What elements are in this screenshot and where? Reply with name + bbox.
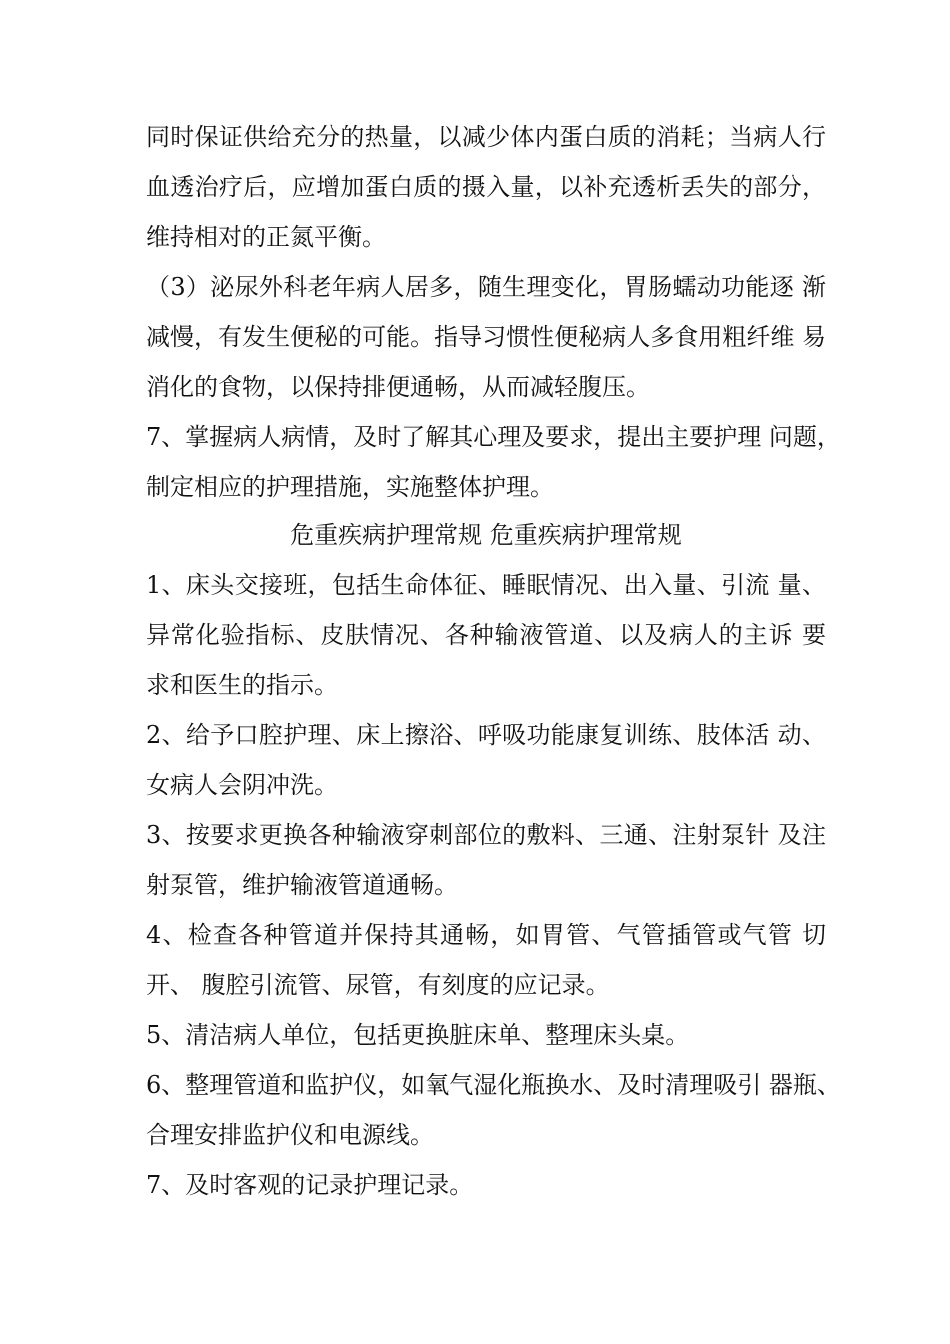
text-line: 合理安排监护仪和电源线。: [146, 1121, 434, 1149]
text-line: 求和医生的指示。: [146, 671, 338, 699]
text-line: 4、检查各种管道并保持其通畅，如胃管、气管插管或气管 切: [146, 921, 826, 949]
text-line: 女病人会阴冲洗。: [146, 771, 338, 799]
text-line: 5、清洁病人单位，包括更换脏床单、整理床头桌。: [146, 1021, 690, 1049]
text-line: 7、及时客观的记录护理记录。: [146, 1171, 474, 1199]
text-line: 7、掌握病人病情，及时了解其心理及要求，提出主要护理 问题，: [146, 423, 841, 451]
section-title: 危重疾病护理常规 危重疾病护理常规: [290, 521, 682, 549]
text-line: 同时保证供给充分的热量，以减少体内蛋白质的消耗；当病人行: [146, 123, 826, 151]
text-line: 6、整理管道和监护仪，如氧气湿化瓶换水、及时清理吸引 器瓶、: [146, 1071, 841, 1099]
text-line: 减慢，有发生便秘的可能。指导习惯性便秘病人多食用粗纤维 易: [146, 323, 826, 351]
text-line: 维持相对的正氮平衡。: [146, 223, 386, 251]
text-line: 射泵管，维护输液管道通畅。: [146, 871, 458, 899]
text-line: （3）泌尿外科老年病人居多，随生理变化，胃肠蠕动功能逐 渐: [146, 273, 826, 301]
text-line: 血透治疗后，应增加蛋白质的摄入量，以补充透析丢失的部分，: [146, 173, 826, 201]
text-line: 3、按要求更换各种输液穿刺部位的敷料、三通、注射泵针 及注: [146, 821, 826, 849]
text-line: 消化的食物，以保持排便通畅，从而减轻腹压。: [146, 373, 650, 401]
text-line: 异常化验指标、皮肤情况、各种输液管道、以及病人的主诉 要: [146, 621, 826, 649]
text-line: 开、 腹腔引流管、尿管，有刻度的应记录。: [146, 971, 610, 999]
text-line: 2、给予口腔护理、床上擦浴、呼吸功能康复训练、肢体活 动、: [146, 721, 826, 749]
text-line: 制定相应的护理措施，实施整体护理。: [146, 473, 554, 501]
text-line: 1、床头交接班，包括生命体征、睡眠情况、出入量、引流 量、: [146, 571, 826, 599]
